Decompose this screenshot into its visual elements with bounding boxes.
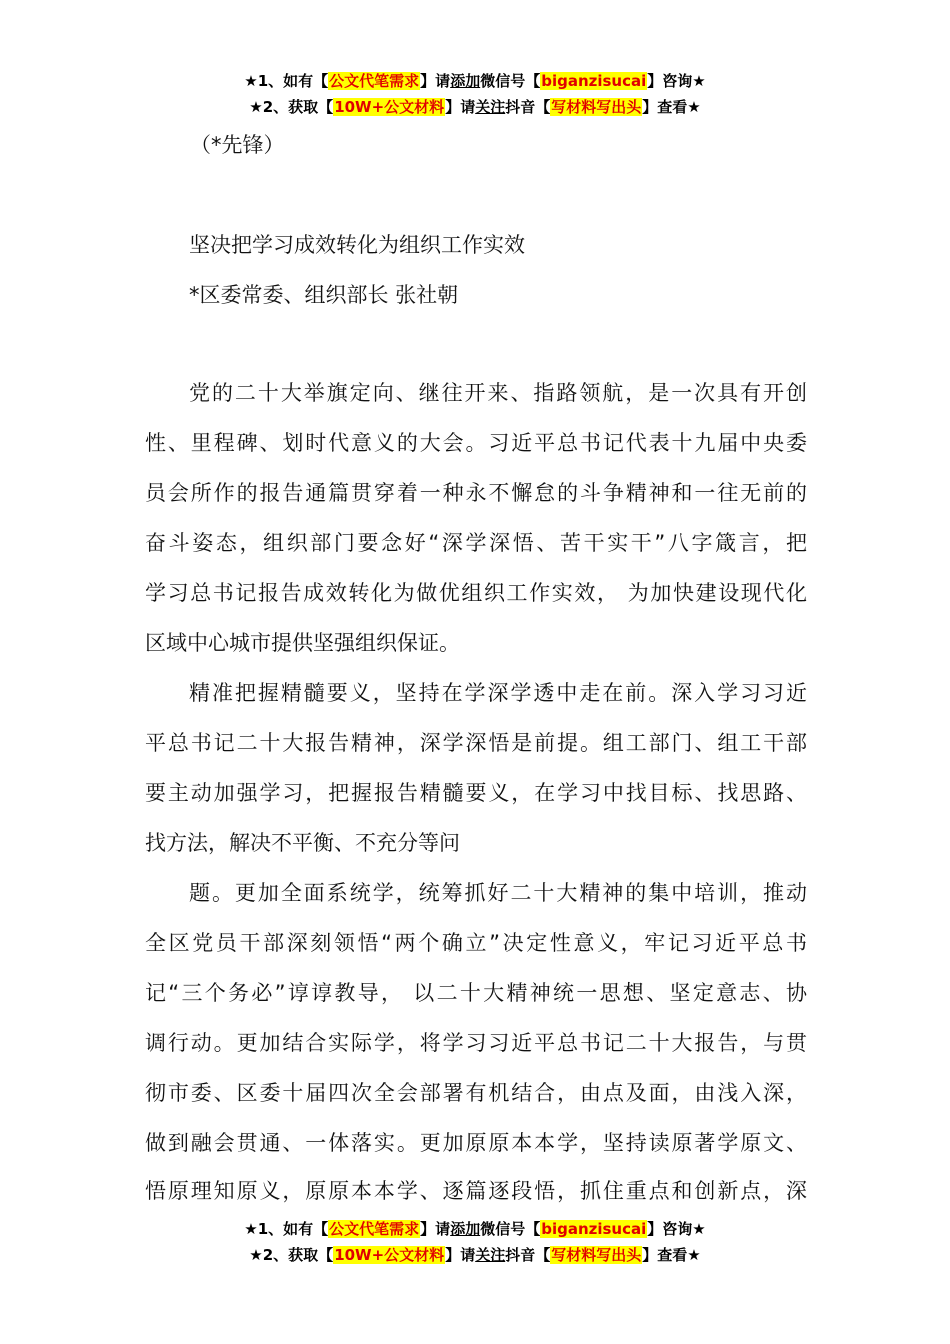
banner-text: 抖音【 <box>505 98 551 116</box>
banner-text: 】请 <box>420 72 451 90</box>
banner-text: 】查看★ <box>642 98 701 116</box>
banner-text: 】咨询★ <box>647 72 706 90</box>
section-tag: （*先锋） <box>190 133 285 157</box>
paragraph-line: 平总书记二十大报告精神，深学深悟是前提。组工部门、组工干部 <box>145 731 807 755</box>
banner-text: ★1、如有【 <box>244 1220 329 1238</box>
paragraph-line: 题。更加全面系统学，统筹抓好二十大精神的集中培训，推动 <box>189 881 807 905</box>
paragraph-line: 记“三个务必”谆谆教导， 以二十大精神统一思想、坚定意志、协 <box>145 981 807 1005</box>
highlight-wechat-id: biganzisucai <box>541 1220 647 1238</box>
paragraph-line: 做到融会贯通、一体落实。更加原原本本学，坚持读原著学原文、 <box>145 1131 807 1155</box>
banner-text: ★2、获取【 <box>249 98 334 116</box>
paragraph-line: 悟原理知原义，原原本本学、逐篇逐段悟，抓住重点和创新点，深 <box>145 1179 807 1203</box>
banner-text-underlined: 添加 <box>450 1220 481 1238</box>
paragraph-line: 奋斗姿态，组织部门要念好“深学深悟、苦干实干”八字箴言，把 <box>145 531 807 555</box>
banner-line-2 <box>0 94 950 120</box>
banner-text: 】查看★ <box>642 1246 701 1264</box>
paragraph-line: 性、里程碑、划时代意义的大会。习近平总书记代表十九届中央委 <box>145 431 807 455</box>
banner-text-underlined: 关注 <box>475 98 506 116</box>
highlight-wechat-id: biganzisucai <box>541 72 647 90</box>
highlight-ghostwriting: 公文代笔需求 <box>329 72 420 90</box>
paragraph-line: 找方法，解决不平衡、不充分等问 <box>145 831 460 855</box>
article-title: 坚决把学习成效转化为组织工作实效 <box>189 233 525 257</box>
paragraph-line: 全区党员干部深刻领悟“两个确立”决定性意义，牢记习近平总书 <box>145 931 807 955</box>
banner-text: ★2、获取【 <box>249 1246 334 1264</box>
footer-banner <box>0 1216 950 1268</box>
header-banner <box>0 68 950 120</box>
paragraph-line: 员会所作的报告通篇贯穿着一种永不懈怠的斗争精神和一往无前的 <box>145 481 807 505</box>
banner-line-2 <box>0 1242 950 1268</box>
banner-text: 微信号【 <box>480 72 541 90</box>
paragraph-line: 彻市委、区委十届四次全会部署有机结合，由点及面，由浅入深， <box>145 1081 807 1105</box>
banner-line-1 <box>0 1216 950 1242</box>
highlight-ghostwriting: 公文代笔需求 <box>329 1220 420 1238</box>
banner-text: 微信号【 <box>480 1220 541 1238</box>
paragraph-line: 要主动加强学习，把握报告精髓要义，在学习中找目标、找思路、 <box>145 781 807 805</box>
paragraph-line: 学习总书记报告成效转化为做优组织工作实效， 为加快建设现代化 <box>145 581 807 605</box>
paragraph-line: 调行动。更加结合实际学，将学习习近平总书记二十大报告，与贯 <box>145 1031 807 1055</box>
banner-text: 】请 <box>445 1246 476 1264</box>
highlight-materials: 10W+公文材料 <box>334 1246 445 1264</box>
banner-text-underlined: 关注 <box>475 1246 506 1264</box>
banner-text: ★1、如有【 <box>244 72 329 90</box>
article-author: *区委常委、组织部长 张社朝 <box>189 283 459 307</box>
banner-text: 抖音【 <box>505 1246 551 1264</box>
banner-text: 】请 <box>420 1220 451 1238</box>
banner-text: 】请 <box>445 98 476 116</box>
paragraph-line: 党的二十大举旗定向、继往开来、指路领航，是一次具有开创 <box>189 381 807 405</box>
paragraph-line: 精准把握精髓要义，坚持在学深学透中走在前。深入学习习近 <box>189 681 807 705</box>
highlight-douyin: 写材料写出头 <box>551 1246 642 1264</box>
highlight-materials: 10W+公文材料 <box>334 98 445 116</box>
paragraph-line: 区域中心城市提供坚强组织保证。 <box>145 631 460 655</box>
banner-text-underlined: 添加 <box>450 72 481 90</box>
banner-line-1 <box>0 68 950 94</box>
highlight-douyin: 写材料写出头 <box>551 98 642 116</box>
banner-text: 】咨询★ <box>647 1220 706 1238</box>
